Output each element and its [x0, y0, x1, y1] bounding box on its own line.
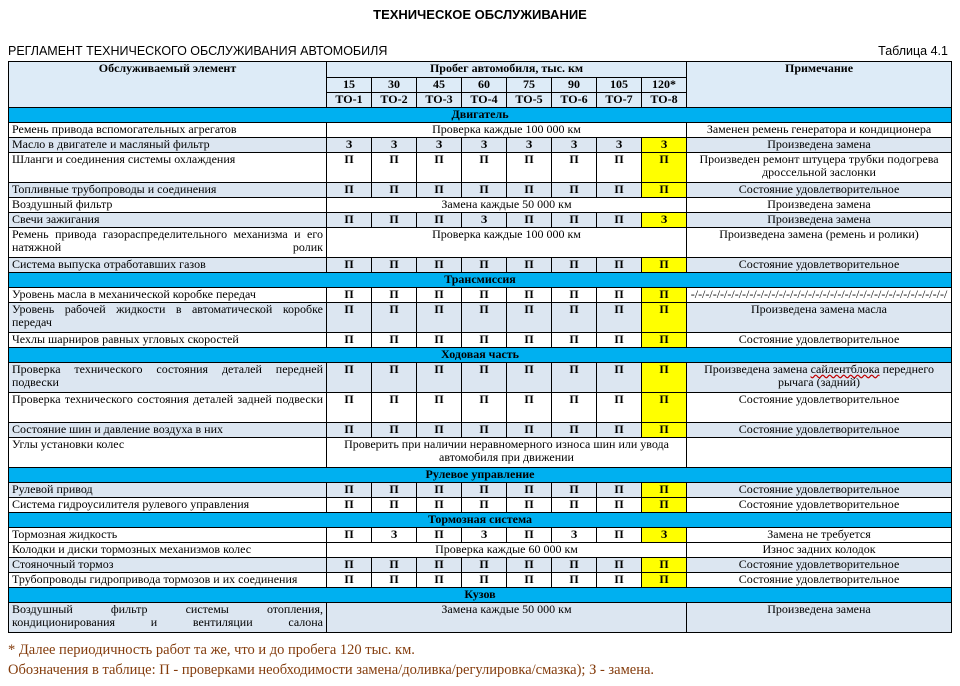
- note-cell: -/-/-/-/-/-/-/-/-/-/-/-/-/-/-/-/-/-/-/-/-/-/-/-/-/-/-/-/-/-/-/-/-/-/-/: [687, 288, 952, 303]
- value-cell: П: [507, 363, 552, 393]
- value-cell: З: [642, 138, 687, 153]
- value-cell: П: [507, 423, 552, 438]
- value-cell: П: [372, 153, 417, 183]
- item-name: Проверка технического состояния деталей передней подвески: [9, 363, 327, 393]
- value-cell: П: [372, 423, 417, 438]
- table-row: [9, 363, 952, 393]
- value-cell: П: [597, 153, 642, 183]
- value-cell: П: [417, 528, 462, 543]
- table-row: [9, 603, 952, 633]
- value-cell: З: [552, 138, 597, 153]
- table-row: [9, 303, 952, 333]
- to-cell: ТО-7: [597, 93, 642, 108]
- value-cell: П: [417, 288, 462, 303]
- value-cell: П: [372, 393, 417, 423]
- value-cell: П: [597, 288, 642, 303]
- note-cell: Замена не требуется: [687, 528, 952, 543]
- value-cell: П: [372, 483, 417, 498]
- note-cell: Произведена замена: [687, 198, 952, 213]
- value-cell: П: [507, 483, 552, 498]
- item-name: Топливные трубопроводы и соединения: [9, 183, 327, 198]
- item-name: Уровень рабочей жидкости в автоматической коробке передач: [9, 303, 327, 333]
- value-cell: П: [462, 333, 507, 348]
- note-cell: Произведена замена масла: [687, 303, 952, 333]
- value-cell: П: [552, 363, 597, 393]
- km-cell: 120*: [642, 78, 687, 93]
- value-cell: П: [462, 288, 507, 303]
- value-cell: П: [552, 573, 597, 588]
- km-cell: 90: [552, 78, 597, 93]
- section-header: Рулевое управление: [9, 468, 952, 483]
- note-cell: Произведена замена: [687, 213, 952, 228]
- value-cell: З: [552, 528, 597, 543]
- value-cell: П: [642, 303, 687, 333]
- value-cell: П: [507, 498, 552, 513]
- table-row: [9, 123, 952, 138]
- item-name: Свечи зажигания: [9, 213, 327, 228]
- value-cell: П: [417, 333, 462, 348]
- value-cell: П: [372, 183, 417, 198]
- table-row: [9, 423, 952, 438]
- table-row: [9, 333, 952, 348]
- value-cell: П: [642, 498, 687, 513]
- value-cell: П: [417, 183, 462, 198]
- to-cell: ТО-2: [372, 93, 417, 108]
- value-cell: П: [552, 153, 597, 183]
- value-cell: П: [327, 423, 372, 438]
- table-subtitle: РЕГЛАМЕНТ ТЕХНИЧЕСКОГО ОБСЛУЖИВАНИЯ АВТОМОБИЛЯ: [8, 44, 388, 58]
- to-cell: ТО-1: [327, 93, 372, 108]
- value-cell: П: [597, 528, 642, 543]
- value-cell: П: [417, 573, 462, 588]
- note-cell: [687, 363, 952, 393]
- value-cell: П: [372, 558, 417, 573]
- item-name: Ремень привода газораспределительного механизма и его натяжной ролик: [9, 228, 327, 258]
- value-cell: П: [462, 423, 507, 438]
- value-cell: П: [507, 183, 552, 198]
- value-cell: П: [462, 573, 507, 588]
- value-cell: П: [327, 393, 372, 423]
- note-cell: Состояние удовлетворительное: [687, 258, 952, 273]
- header-item: Обслуживаемый элемент: [9, 62, 327, 108]
- section-row: [9, 513, 952, 528]
- value-cell: П: [372, 573, 417, 588]
- value-cell: П: [372, 498, 417, 513]
- span-cell: Проверка каждые 100 000 км: [327, 228, 687, 258]
- section-header: Двигатель: [9, 108, 952, 123]
- value-cell: П: [642, 423, 687, 438]
- value-cell: П: [507, 153, 552, 183]
- value-cell: П: [642, 573, 687, 588]
- note-cell: Состояние удовлетворительное: [687, 393, 952, 423]
- value-cell: П: [507, 528, 552, 543]
- value-cell: П: [597, 363, 642, 393]
- item-name: Колодки и диски тормозных механизмов колес: [9, 543, 327, 558]
- km-cell: 15: [327, 78, 372, 93]
- table-row: [9, 528, 952, 543]
- table-row: [9, 228, 952, 258]
- value-cell: П: [462, 258, 507, 273]
- item-name: Система гидроусилителя рулевого управления: [9, 498, 327, 513]
- item-name: Трубопроводы гидропривода тормозов и их соединения: [9, 573, 327, 588]
- value-cell: П: [327, 528, 372, 543]
- value-cell: П: [327, 288, 372, 303]
- value-cell: П: [327, 303, 372, 333]
- to-cell: ТО-4: [462, 93, 507, 108]
- value-cell: П: [552, 333, 597, 348]
- note-part: переднего рычага (задний): [777, 362, 934, 389]
- value-cell: П: [327, 558, 372, 573]
- value-cell: З: [642, 213, 687, 228]
- item-name: Масло в двигателе и масляный фильтр: [9, 138, 327, 153]
- item-name: Система выпуска отработавших газов: [9, 258, 327, 273]
- note-cell: Состояние удовлетворительное: [687, 333, 952, 348]
- value-cell: П: [597, 573, 642, 588]
- value-cell: П: [417, 213, 462, 228]
- header-note: Примечание: [687, 62, 952, 108]
- table-row: [9, 498, 952, 513]
- section-row: [9, 348, 952, 363]
- table-row: [9, 138, 952, 153]
- value-cell: П: [552, 483, 597, 498]
- value-cell: П: [417, 393, 462, 423]
- value-cell: П: [462, 498, 507, 513]
- item-name: Тормозная жидкость: [9, 528, 327, 543]
- value-cell: П: [327, 363, 372, 393]
- table-row: [9, 153, 952, 183]
- span-cell: Проверить при наличии неравномерного износа шин или увода автомобиля при движении: [327, 438, 687, 468]
- to-cell: ТО-3: [417, 93, 462, 108]
- value-cell: З: [372, 528, 417, 543]
- value-cell: П: [327, 153, 372, 183]
- item-name: Рулевой привод: [9, 483, 327, 498]
- value-cell: П: [597, 183, 642, 198]
- value-cell: З: [417, 138, 462, 153]
- note-cell: Износ задних колодок: [687, 543, 952, 558]
- table-row: [9, 288, 952, 303]
- value-cell: П: [462, 393, 507, 423]
- value-cell: П: [642, 183, 687, 198]
- item-name: Проверка технического состояния деталей задней подвески: [9, 393, 327, 423]
- value-cell: П: [597, 558, 642, 573]
- value-cell: П: [552, 303, 597, 333]
- section-row: [9, 273, 952, 288]
- km-cell: 75: [507, 78, 552, 93]
- item-name: Ремень привода вспомогательных агрегатов: [9, 123, 327, 138]
- value-cell: П: [552, 288, 597, 303]
- section-header: Трансмиссия: [9, 273, 952, 288]
- value-cell: П: [462, 558, 507, 573]
- note-cell: Произведена замена (ремень и ролики): [687, 228, 952, 258]
- value-cell: П: [462, 303, 507, 333]
- value-cell: П: [642, 393, 687, 423]
- note-cell: Произведен ремонт штуцера трубки подогрева дроссельной заслонки: [687, 153, 952, 183]
- section-row: [9, 588, 952, 603]
- value-cell: П: [552, 498, 597, 513]
- note-cell: Состояние удовлетворительное: [687, 573, 952, 588]
- table-row: [9, 183, 952, 198]
- value-cell: П: [597, 498, 642, 513]
- value-cell: П: [327, 498, 372, 513]
- section-header: Тормозная система: [9, 513, 952, 528]
- value-cell: П: [507, 333, 552, 348]
- value-cell: З: [327, 138, 372, 153]
- span-cell: Замена каждые 50 000 км: [327, 198, 687, 213]
- table-number: Таблица 4.1: [878, 44, 948, 58]
- value-cell: П: [417, 498, 462, 513]
- note-cell: Состояние удовлетворительное: [687, 498, 952, 513]
- value-cell: З: [507, 138, 552, 153]
- section-header: Ходовая часть: [9, 348, 952, 363]
- value-cell: П: [417, 558, 462, 573]
- to-cell: ТО-6: [552, 93, 597, 108]
- value-cell: П: [642, 363, 687, 393]
- value-cell: П: [642, 153, 687, 183]
- note-cell: Произведена замена: [687, 603, 952, 633]
- value-cell: П: [552, 393, 597, 423]
- value-cell: П: [507, 288, 552, 303]
- value-cell: П: [642, 258, 687, 273]
- span-cell: Проверка каждые 60 000 км: [327, 543, 687, 558]
- note-cell: Состояние удовлетворительное: [687, 558, 952, 573]
- section-header: Кузов: [9, 588, 952, 603]
- item-name: Чехлы шарниров равных угловых скоростей: [9, 333, 327, 348]
- item-name: Воздушный фильтр: [9, 198, 327, 213]
- item-name: Состояние шин и давление воздуха в них: [9, 423, 327, 438]
- value-cell: З: [642, 528, 687, 543]
- value-cell: П: [372, 363, 417, 393]
- to-cell: ТО-8: [642, 93, 687, 108]
- section-row: [9, 108, 952, 123]
- header-mileage: Пробег автомобиля, тыс. км: [327, 62, 687, 78]
- table-row: [9, 213, 952, 228]
- item-name: Стояночный тормоз: [9, 558, 327, 573]
- value-cell: З: [462, 213, 507, 228]
- value-cell: П: [372, 288, 417, 303]
- value-cell: П: [642, 288, 687, 303]
- item-name: Углы установки колес: [9, 438, 327, 468]
- value-cell: П: [642, 558, 687, 573]
- km-cell: 105: [597, 78, 642, 93]
- value-cell: П: [327, 258, 372, 273]
- value-cell: П: [372, 258, 417, 273]
- item-name: Воздушный фильтр системы отопления, кондиционирования и вентиляции салона: [9, 603, 327, 633]
- table-caption: [8, 44, 952, 60]
- value-cell: П: [507, 258, 552, 273]
- value-cell: П: [372, 303, 417, 333]
- value-cell: П: [462, 153, 507, 183]
- km-cell: 45: [417, 78, 462, 93]
- value-cell: П: [552, 423, 597, 438]
- value-cell: П: [417, 423, 462, 438]
- value-cell: П: [327, 213, 372, 228]
- table-row: [9, 438, 952, 468]
- value-cell: П: [327, 183, 372, 198]
- value-cell: З: [372, 138, 417, 153]
- item-name: Уровень масла в механической коробке передач: [9, 288, 327, 303]
- value-cell: П: [417, 153, 462, 183]
- value-cell: П: [462, 363, 507, 393]
- table-row: [9, 393, 952, 423]
- value-cell: П: [552, 258, 597, 273]
- value-cell: П: [507, 558, 552, 573]
- maintenance-table: [8, 61, 952, 633]
- note-cell: Состояние удовлетворительное: [687, 483, 952, 498]
- table-row: [9, 558, 952, 573]
- value-cell: П: [417, 303, 462, 333]
- value-cell: З: [462, 138, 507, 153]
- note-cell: Произведена замена: [687, 138, 952, 153]
- value-cell: П: [507, 213, 552, 228]
- note-part: Произведена замена: [704, 362, 811, 376]
- span-cell: Проверка каждые 100 000 км: [327, 123, 687, 138]
- value-cell: П: [462, 483, 507, 498]
- value-cell: П: [552, 558, 597, 573]
- note-cell: [687, 438, 952, 468]
- span-cell: Замена каждые 50 000 км: [327, 603, 687, 633]
- table-row: [9, 198, 952, 213]
- value-cell: П: [417, 258, 462, 273]
- value-cell: П: [597, 393, 642, 423]
- section-row: [9, 468, 952, 483]
- value-cell: П: [507, 303, 552, 333]
- km-cell: 60: [462, 78, 507, 93]
- value-cell: П: [597, 303, 642, 333]
- page-title: ТЕХНИЧЕСКОЕ ОБСЛУЖИВАНИЕ: [373, 7, 587, 22]
- value-cell: П: [597, 333, 642, 348]
- legend: Обозначения в таблице: П - проверками необходимости замена/доливка/регулировка/смазка); З - замена.: [8, 662, 655, 678]
- value-cell: П: [327, 333, 372, 348]
- table-row: [9, 483, 952, 498]
- value-cell: П: [507, 393, 552, 423]
- value-cell: П: [642, 333, 687, 348]
- item-name: Шланги и соединения системы охлаждения: [9, 153, 327, 183]
- value-cell: П: [327, 573, 372, 588]
- value-cell: П: [507, 573, 552, 588]
- note-cell: Состояние удовлетворительное: [687, 183, 952, 198]
- value-cell: П: [597, 423, 642, 438]
- value-cell: П: [597, 213, 642, 228]
- value-cell: П: [372, 213, 417, 228]
- value-cell: П: [417, 363, 462, 393]
- header-row-1: [9, 62, 952, 78]
- value-cell: З: [597, 138, 642, 153]
- footnote: * Далее периодичность работ та же, что и до пробега 120 тыс. км.: [8, 642, 415, 658]
- value-cell: П: [552, 213, 597, 228]
- note-cell: Заменен ремень генератора и кондиционера: [687, 123, 952, 138]
- value-cell: П: [327, 483, 372, 498]
- table-row: [9, 573, 952, 588]
- value-cell: П: [552, 183, 597, 198]
- value-cell: П: [372, 333, 417, 348]
- value-cell: П: [417, 483, 462, 498]
- to-cell: ТО-5: [507, 93, 552, 108]
- value-cell: П: [462, 183, 507, 198]
- note-part-underlined: сайлентблока: [810, 362, 880, 376]
- value-cell: П: [642, 483, 687, 498]
- value-cell: П: [597, 258, 642, 273]
- km-cell: 30: [372, 78, 417, 93]
- table-row: [9, 543, 952, 558]
- note-cell: Состояние удовлетворительное: [687, 423, 952, 438]
- table-row: [9, 258, 952, 273]
- value-cell: П: [597, 483, 642, 498]
- value-cell: З: [462, 528, 507, 543]
